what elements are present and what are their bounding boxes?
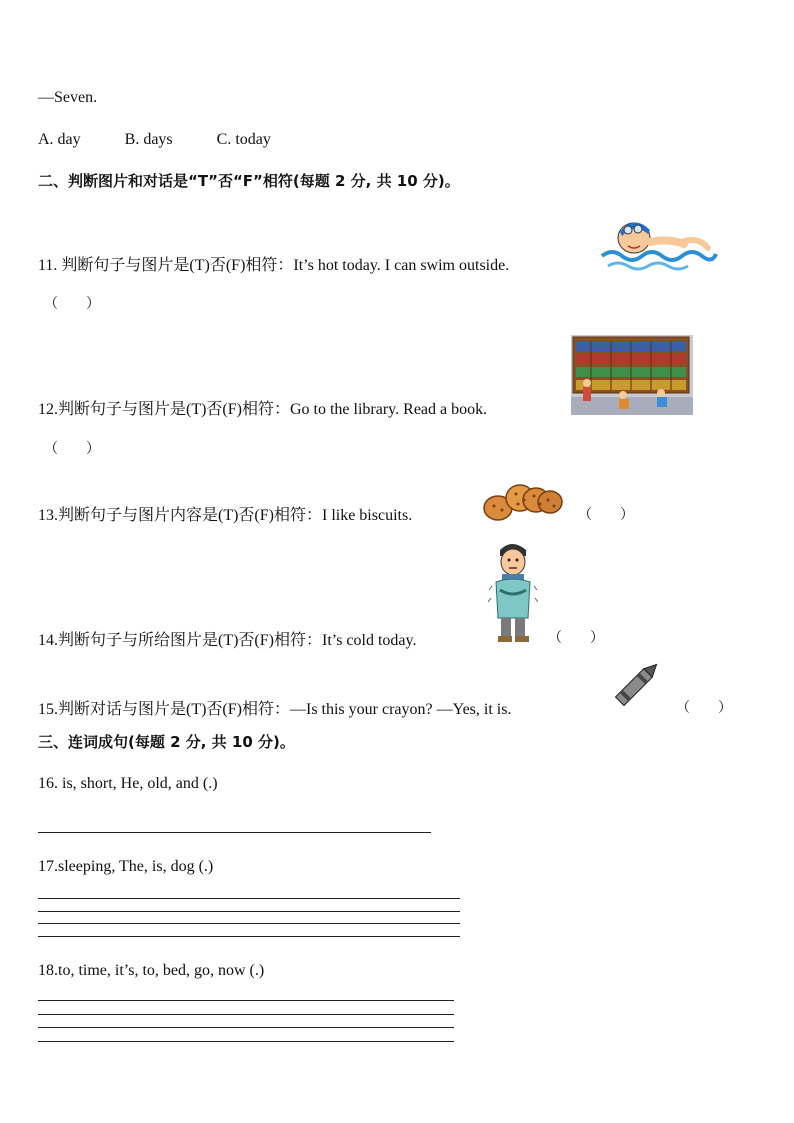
q17-answer-line-1[interactable]: [38, 898, 460, 899]
q16-text: 16. is, short, He, old, and (.): [38, 775, 218, 792]
option-c: C. today: [216, 131, 271, 148]
q11-text: 11. 判断句子与图片是(T)否(F)相符：It’s hot today. I can swim outside.: [38, 257, 510, 274]
cold-man-icon: [488, 538, 538, 646]
q18-answer-line-1[interactable]: [38, 1000, 454, 1001]
q13-answer-blank[interactable]: （ ）: [578, 508, 634, 523]
q18-answer-line-3[interactable]: [38, 1027, 454, 1028]
q16-answer-line[interactable]: [38, 832, 431, 833]
q11-answer-blank[interactable]: （ ）: [44, 297, 100, 312]
q17-answer-line-4[interactable]: [38, 936, 460, 937]
q18-answer-line-2[interactable]: [38, 1014, 454, 1015]
biscuits-icon: [482, 478, 566, 524]
q10-answer-line: —Seven.: [38, 89, 98, 106]
q10-options: [38, 130, 311, 150]
q17-answer-line-3[interactable]: [38, 923, 460, 924]
section3-heading: 三、连词成句(每题 2 分, 共 10 分)。: [38, 733, 295, 751]
q18-answer-line-4[interactable]: [38, 1041, 454, 1042]
q15-text: 15.判断对话与图片是(T)否(F)相符：—Is this your crayon? —Yes, it is.: [38, 701, 512, 718]
q15-answer-blank[interactable]: （ ）: [676, 701, 732, 716]
q12-answer-blank[interactable]: （ ）: [44, 442, 100, 457]
q14-answer-blank[interactable]: （ ）: [548, 631, 604, 646]
library-bookshelf-icon: [571, 335, 693, 415]
q17-text: 17.sleeping, The, is, dog (.): [38, 858, 214, 875]
swimming-boy-icon: [598, 208, 718, 274]
crayon-icon: [608, 656, 664, 714]
q12-text: 12.判断句子与图片是(T)否(F)相符：Go to the library. Read a book.: [38, 401, 488, 418]
option-b: B. days: [124, 131, 173, 148]
q13-text: 13.判断句子与图片内容是(T)否(F)相符：I like biscuits.: [38, 507, 413, 524]
q17-answer-line-2[interactable]: [38, 911, 460, 912]
section2-heading: 二、判断图片和对话是“T”否“F”相符(每题 2 分, 共 10 分)。: [38, 172, 460, 190]
q14-text: 14.判断句子与所给图片是(T)否(F)相符：It’s cold today.: [38, 632, 417, 649]
option-a: A. day: [38, 131, 81, 148]
q18-text: 18.to, time, it’s, to, bed, go, now (.): [38, 962, 265, 979]
